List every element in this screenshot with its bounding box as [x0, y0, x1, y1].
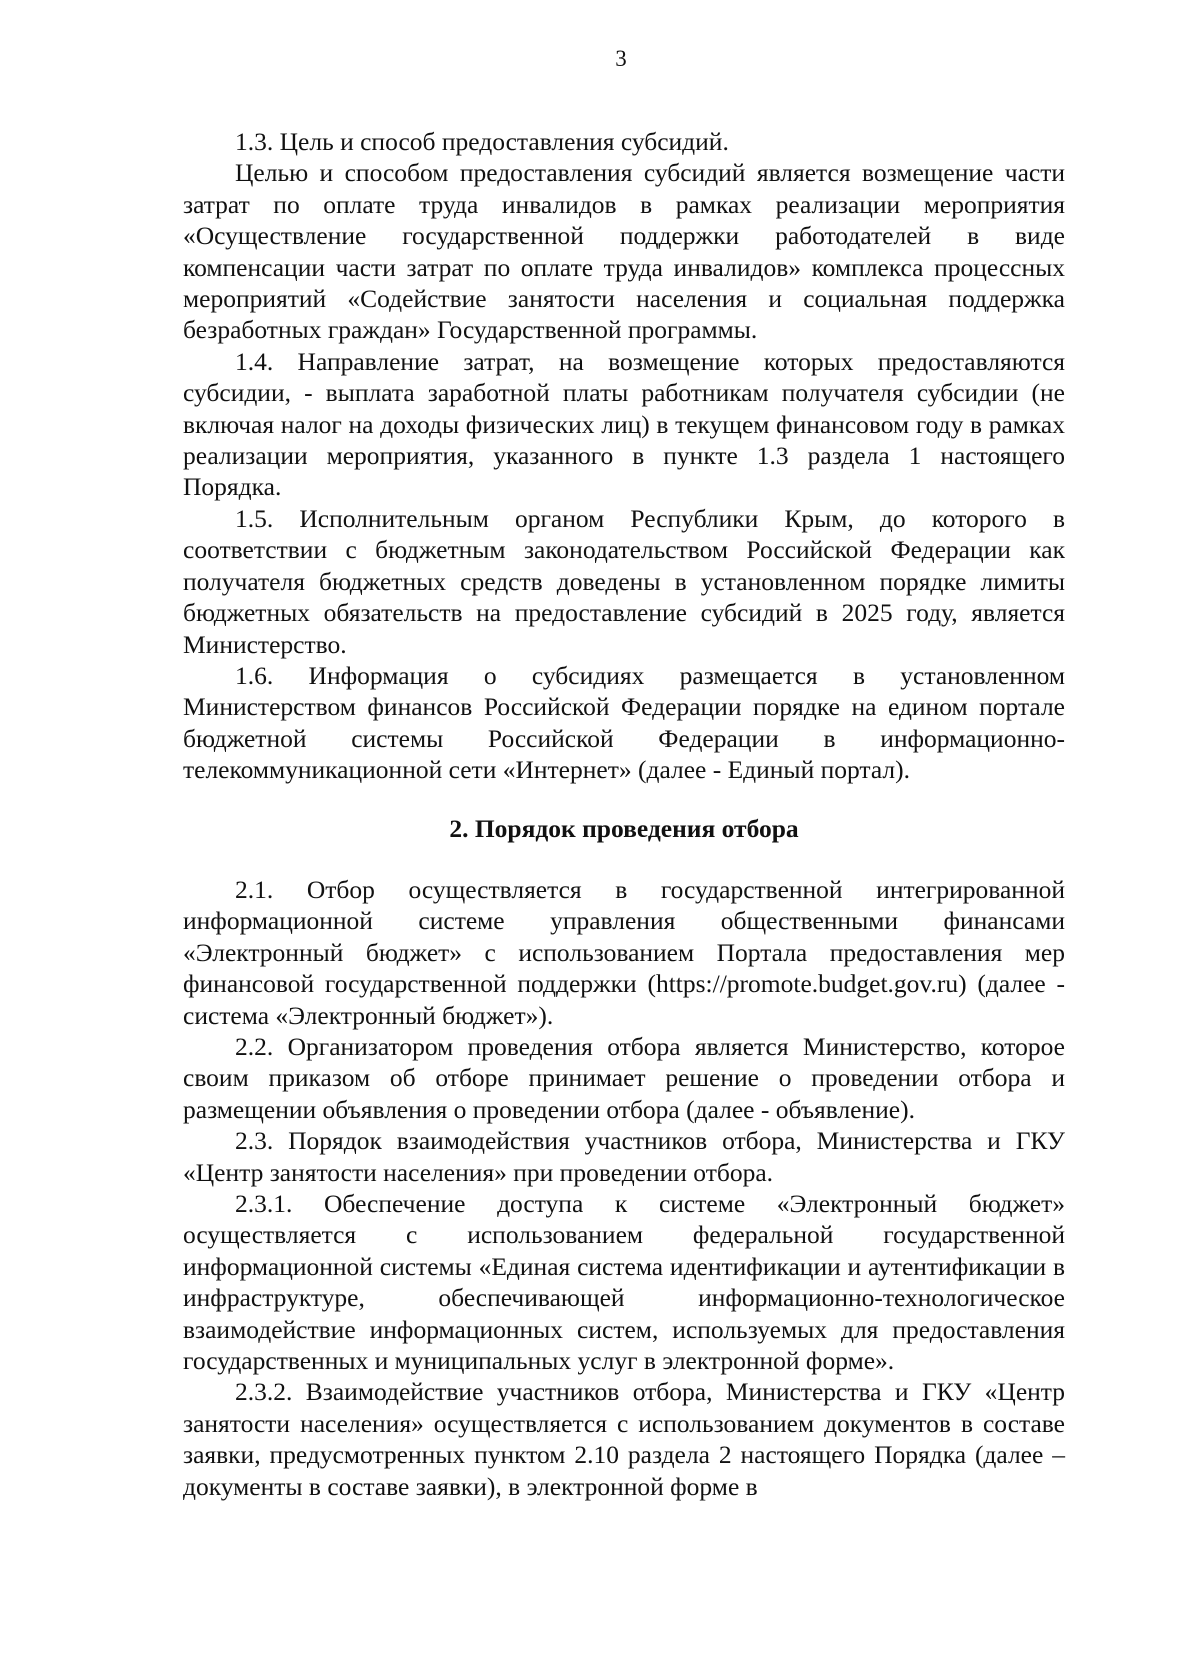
paragraph-2-3-2: 2.3.2. Взаимодействие участников отбора, Министерства и ГКУ «Центр занятости населения» осуществляется с использованием документов в составе заявки, предусмотренных пунктом 2.10 раздела 2 настоящего Порядка (далее – документы в составе заявки), в электронной форме в [183, 1377, 1065, 1501]
paragraph-1-5: 1.5. Исполнительным органом Республики Крым, до которого в соответствии с бюджетным законодательством Российской Федерации как получателя бюджетных средств доведены в установленном порядке лимиты бюджетных обязательств на предоставление субсидий в 2025 году, является Министерство. [183, 503, 1065, 659]
paragraph-1-6: 1.6. Информация о субсидиях размещается в установленном Министерством финансов Российской Федерации порядке на едином портале бюджетной системы Российской Федерации в информационно-телекоммуникационной сети «Интернет» (далее - Единый портал). [183, 660, 1065, 785]
paragraph-1-4: 1.4. Направление затрат, на возмещение которых предоставляются субсидии, - выплата заработной платы работникам получателя субсидии (не включая налог на доходы физических лиц) в текущем финансовом году в рамках реализации мероприятия, указанного в пункте 1.3 раздела 1 настоящего Порядка. [183, 346, 1065, 502]
paragraph-1-3-text: Целью и способом предоставления субсидий является возмещение части затрат по оплате труда инвалидов в рамках реализации мероприятия «Осуществление государственной поддержки работодателей в виде компенсации части затрат по оплате труда инвалидов» комплекса процессных мероприятий «Содействие занятости населения и социальная поддержка безработных граждан» Государственной программы. [183, 158, 1065, 345]
paragraph-1-3-title: 1.3. Цель и способ предоставления субсидий. [235, 127, 729, 156]
document-body [183, 126, 1065, 1502]
paragraph-2-2: 2.2. Организатором проведения отбора является Министерство, которое своим приказом об отборе принимает решение о проведении отбора и размещении объявления о проведении отбора (далее - объявление). [183, 1031, 1065, 1124]
paragraph-2-3-1: 2.3.1. Обеспечение доступа к системе «Электронный бюджет» осуществляется с использованием федеральной государственной информационной системы «Единая система идентификации и аутентификации в инфраструктуре, обеспечивающей информационно-технологическое взаимодействие информационных систем, используемых для предоставления государственных и муниципальных услуг в электронной форме». [183, 1189, 1065, 1376]
section-2-heading: 2. Порядок проведения отбора [449, 813, 799, 843]
paragraph-2-3: 2.3. Порядок взаимодействия участников отбора, Министерства и ГКУ «Центр занятости населения» при проведении отбора. [183, 1126, 1065, 1187]
page-number: 3 [615, 46, 627, 71]
paragraph-2-1: 2.1. Отбор осуществляется в государственной интегрированной информационной системе управления общественными финансами «Электронный бюджет» с использованием Портала предоставления мер финансовой государственной поддержки (https://promote.budget.gov.ru) (далее - система «Электронный бюджет»). [183, 874, 1065, 1030]
